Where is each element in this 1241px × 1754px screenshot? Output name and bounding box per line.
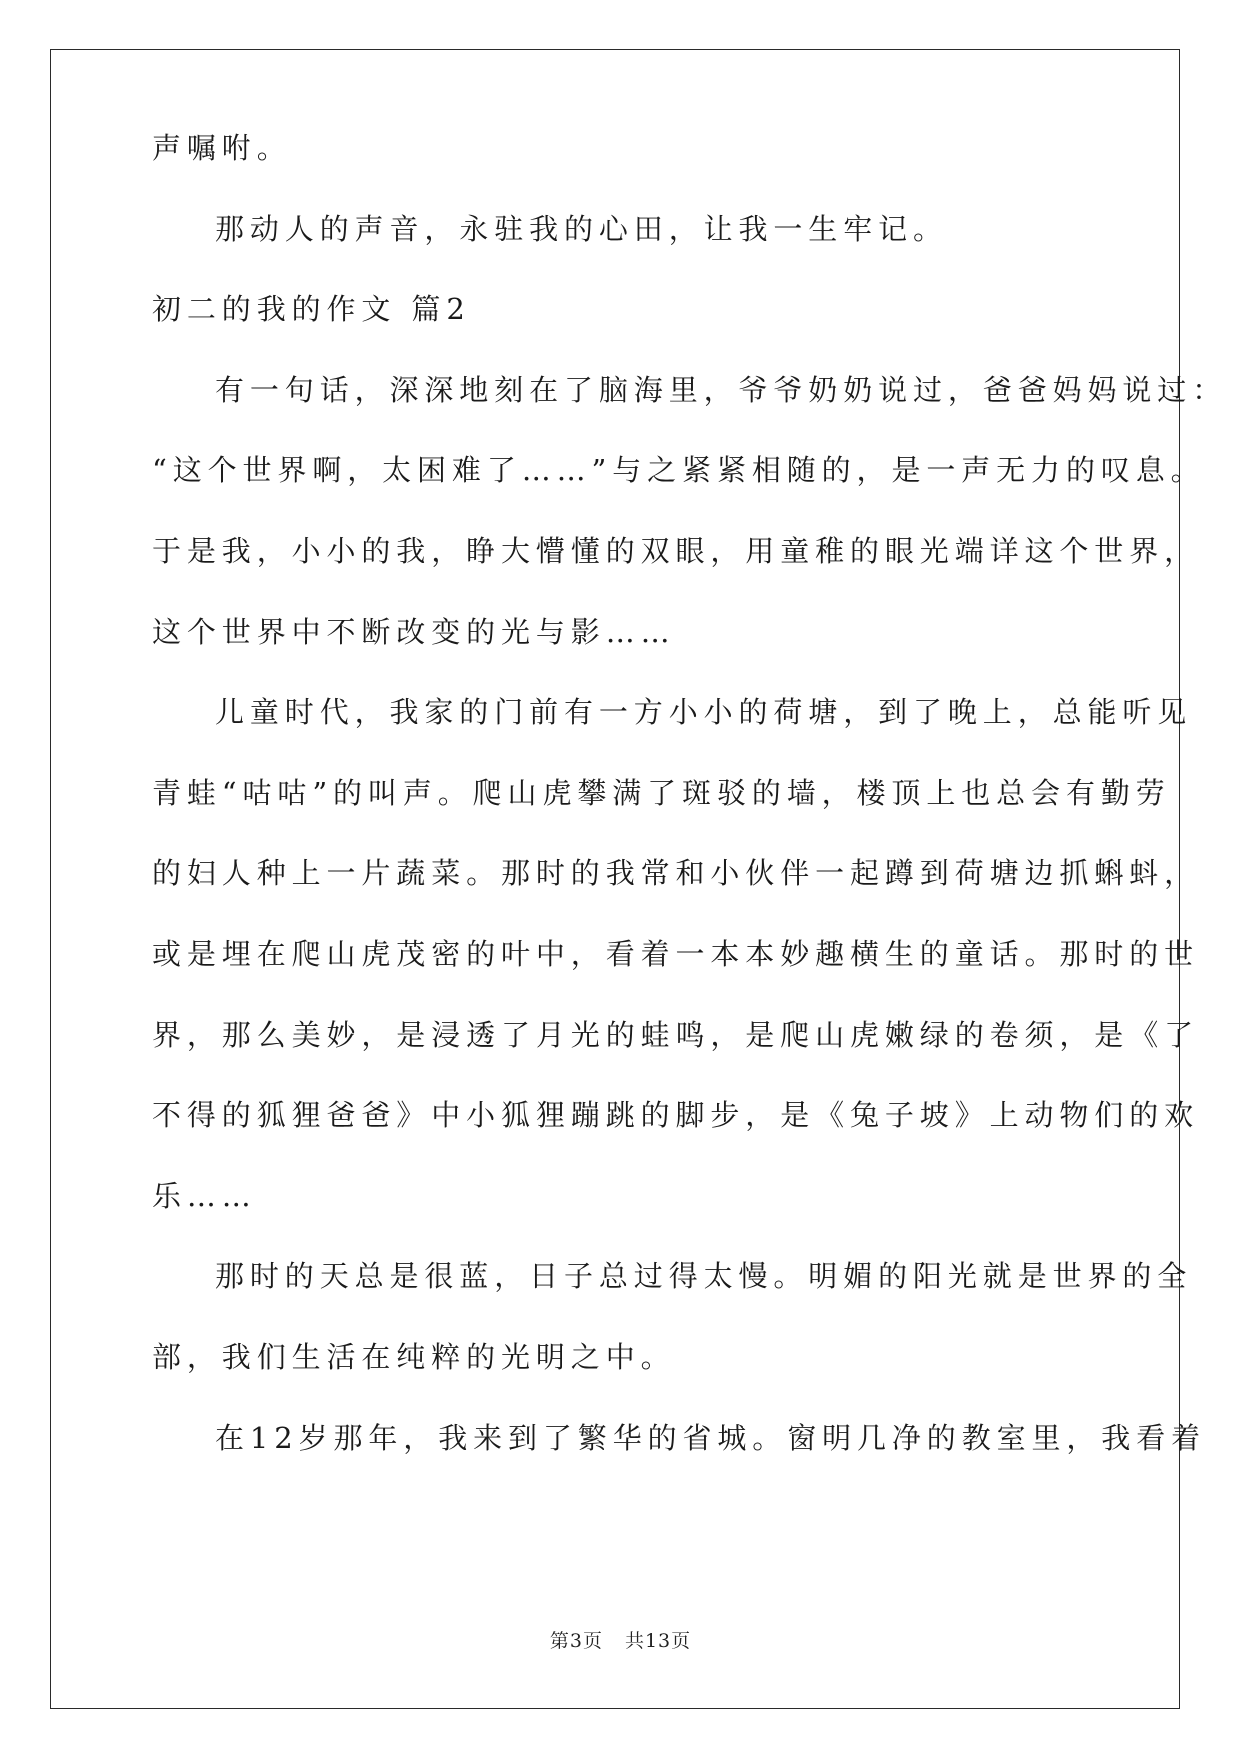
text-line: 的妇人种上一片蔬菜。那时的我常和小伙伴一起蹲到荷塘边抓蝌蚪， (152, 856, 1200, 891)
text-line: 声嘱咐。 (152, 131, 292, 165)
document-body (152, 131, 1228, 1478)
total-pages: 共13页 (624, 1630, 692, 1652)
page-number: 第3页 (549, 1630, 603, 1652)
text-line: 部，我们生活在纯粹的光明之中。 (152, 1339, 676, 1374)
text-line: 初二的我的作文 篇2 (152, 292, 471, 327)
text-line: 乐…… (152, 1178, 257, 1213)
text-line: 儿童时代，我家的门前有一方小小的荷塘，到了晚上，总能听见 (215, 695, 1193, 730)
text-line: 界，那么美妙，是浸透了月光的蛙鸣，是爬山虎嫩绿的卷须，是《了 (152, 1017, 1200, 1052)
text-line: 或是埋在爬山虎茂密的叶中，看着一本本妙趣横生的童话。那时的世 (152, 936, 1200, 971)
text-line: 那动人的声音，永驻我的心田，让我一生牢记。 (215, 211, 948, 246)
text-line: “这个世界啊，太困难了……”与之紧紧相随的，是一声无力的叹息。 (152, 453, 1206, 488)
text-line: 那时的天总是很蓝，日子总过得太慢。明媚的阳光就是世界的全 (215, 1259, 1193, 1294)
text-line: 于是我，小小的我，睁大懵懂的双眼，用童稚的眼光端详这个世界， (152, 533, 1200, 568)
text-line: 在12岁那年，我来到了繁华的省城。窗明几净的教室里，我看着 (215, 1420, 1207, 1455)
text-line: 有一句话，深深地刻在了脑海里，爷爷奶奶说过，爸爸妈妈说过： (215, 372, 1228, 407)
page-footer (0, 1626, 1241, 1653)
text-line: 不得的狐狸爸爸》中小狐狸蹦跳的脚步，是《兔子坡》上动物们的欢 (152, 1098, 1200, 1133)
text-line: 青蛙“咕咕”的叫声。爬山虎攀满了斑驳的墙，楼顶上也总会有勤劳 (152, 775, 1171, 810)
text-line: 这个世界中不断改变的光与影…… (152, 614, 676, 649)
